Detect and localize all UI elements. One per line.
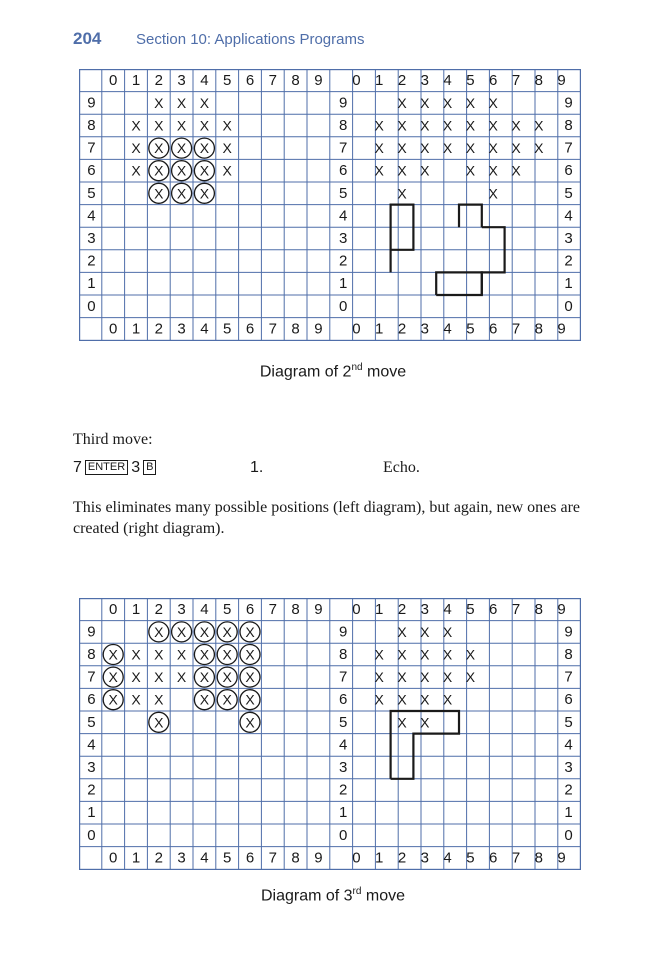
row-label-middle: 2	[339, 781, 348, 799]
circled-mark-x: X	[154, 140, 164, 157]
row-label-left: 5	[87, 184, 96, 202]
axis-label-bottom-right: 2	[397, 320, 407, 338]
result-note: Echo.	[383, 459, 420, 476]
ship-mark-x: X	[154, 94, 164, 111]
row-label-left: 3	[87, 759, 96, 776]
circled-mark-x: X	[222, 623, 232, 640]
axis-label-bottom-right: 6	[489, 849, 498, 867]
axis-label-top-left: 6	[245, 71, 255, 89]
ship-mark-x: X	[374, 140, 384, 157]
ship-mark-x: X	[442, 140, 453, 157]
axis-label-top-left: 8	[291, 600, 300, 618]
axis-label-top-left: 8	[291, 71, 300, 89]
row-label-right: 2	[564, 781, 573, 799]
axis-label-bottom-right: 3	[420, 320, 429, 338]
axis-label-top-left: 3	[177, 71, 186, 89]
row-label-right: 1	[564, 275, 573, 293]
row-label-middle: 7	[339, 668, 348, 686]
b-key: B	[143, 460, 156, 475]
axis-label-bottom-left: 1	[131, 320, 141, 338]
axis-label-bottom-left: 7	[268, 849, 277, 867]
page-header	[73, 29, 364, 51]
axis-label-top-right: 5	[466, 600, 475, 618]
axis-label-bottom-left: 4	[200, 849, 209, 867]
ship-mark-x: X	[131, 669, 141, 686]
ship-mark-x: X	[374, 162, 384, 179]
axis-label-top-right: 8	[534, 600, 543, 618]
circled-mark-x: X	[108, 691, 118, 708]
ship-mark-x: X	[397, 714, 407, 731]
ship-mark-x: X	[534, 117, 544, 134]
ship-mark-x: X	[176, 646, 187, 663]
row-label-middle: 6	[339, 162, 348, 180]
row-label-left: 1	[87, 804, 96, 822]
possible-position-outline	[391, 205, 414, 273]
ship-mark-x: X	[397, 117, 407, 134]
axis-label-top-right: 0	[352, 600, 361, 618]
circled-mark-x: X	[245, 623, 255, 640]
display-result: 1.	[250, 459, 264, 476]
axis-label-bottom-left: 2	[154, 849, 163, 867]
row-label-left: 8	[87, 646, 96, 663]
ship-mark-x: X	[465, 162, 476, 179]
ship-mark-x: X	[420, 117, 430, 134]
row-label-middle: 9	[339, 623, 348, 641]
circled-mark-x: X	[199, 691, 210, 708]
axis-label-bottom-left: 6	[245, 320, 255, 338]
row-label-right: 4	[564, 207, 573, 225]
ship-mark-x: X	[397, 691, 407, 708]
row-label-middle: 7	[339, 139, 348, 157]
row-label-left: 7	[87, 668, 96, 686]
row-label-middle: 4	[339, 207, 348, 225]
ship-mark-x: X	[154, 669, 164, 686]
axis-label-top-right: 3	[420, 600, 429, 618]
diagram-2-caption: Diagram of 2nd move	[259, 362, 407, 381]
circled-mark-x: X	[222, 669, 232, 686]
circled-mark-x: X	[245, 714, 255, 731]
axis-label-top-left: 0	[109, 71, 118, 89]
row-label-middle: 2	[339, 252, 348, 270]
ship-mark-x: X	[222, 162, 232, 179]
ship-mark-x: X	[154, 117, 164, 134]
ship-mark-x: X	[397, 94, 407, 111]
axis-label-bottom-right: 5	[466, 320, 475, 338]
circled-mark-x: X	[176, 140, 187, 157]
row-label-left: 7	[87, 139, 96, 157]
row-label-middle: 4	[339, 736, 348, 754]
axis-label-bottom-right: 8	[534, 320, 543, 338]
possible-position-outline	[436, 272, 482, 295]
page-number: 204	[73, 29, 102, 48]
ship-mark-x: X	[397, 646, 407, 663]
diagram-3rd-move	[79, 598, 581, 870]
ship-mark-x: X	[442, 623, 453, 640]
ship-mark-x: X	[222, 140, 232, 157]
axis-label-bottom-right: 4	[443, 849, 452, 867]
ship-mark-x: X	[131, 162, 141, 179]
axis-label-top-right: 9	[557, 600, 566, 618]
row-label-middle: 0	[339, 297, 348, 315]
circled-mark-x: X	[245, 669, 255, 686]
axis-label-top-left: 5	[223, 600, 232, 618]
axis-label-bottom-right: 5	[466, 849, 475, 867]
row-label-right: 6	[564, 691, 573, 709]
ship-mark-x: X	[511, 117, 521, 134]
circled-mark-x: X	[108, 646, 118, 663]
axis-label-top-right: 0	[352, 71, 361, 89]
row-label-left: 0	[87, 297, 96, 315]
ship-mark-x: X	[442, 691, 453, 708]
axis-label-bottom-right: 9	[557, 320, 566, 338]
axis-label-top-left: 2	[154, 600, 163, 618]
axis-label-bottom-left: 8	[291, 320, 300, 338]
circled-mark-x: X	[199, 623, 210, 640]
row-label-right: 8	[564, 646, 573, 663]
axis-label-top-left: 9	[314, 600, 323, 618]
row-label-right: 6	[564, 162, 573, 180]
axis-label-top-right: 2	[397, 71, 407, 89]
axis-label-top-right: 3	[420, 71, 429, 89]
axis-label-top-right: 1	[375, 71, 384, 89]
row-label-middle: 1	[339, 275, 348, 293]
axis-label-top-right: 6	[489, 600, 498, 618]
diagram-2nd-move	[79, 69, 581, 341]
ship-mark-x: X	[488, 94, 498, 111]
row-label-middle: 1	[339, 804, 348, 822]
keystroke-sequence: 7 ENTER 3 B	[73, 459, 159, 477]
circled-mark-x: X	[176, 162, 187, 179]
possible-position-outline	[482, 227, 505, 295]
axis-label-top-left: 5	[223, 71, 232, 89]
axis-label-bottom-right: 3	[420, 849, 429, 867]
row-label-right: 5	[564, 713, 573, 731]
ship-mark-x: X	[374, 669, 384, 686]
row-label-left: 0	[87, 826, 96, 844]
ship-mark-x: X	[442, 669, 453, 686]
row-label-middle: 8	[339, 117, 348, 134]
ship-mark-x: X	[222, 117, 232, 134]
axis-label-bottom-right: 6	[489, 320, 498, 338]
axis-label-bottom-right: 2	[397, 849, 407, 867]
axis-label-bottom-left: 1	[131, 849, 141, 867]
axis-label-top-right: 6	[489, 71, 498, 89]
axis-label-top-left: 6	[245, 600, 255, 618]
ship-mark-x: X	[199, 117, 210, 134]
row-label-right: 4	[564, 736, 573, 754]
ship-mark-x: X	[176, 94, 187, 111]
ship-mark-x: X	[420, 714, 430, 731]
ship-mark-x: X	[465, 94, 476, 111]
row-label-left: 3	[87, 230, 96, 247]
axis-label-top-right: 1	[375, 600, 384, 618]
ship-mark-x: X	[465, 669, 476, 686]
axis-label-top-left: 3	[177, 600, 186, 618]
explanation-paragraph: This eliminates many possible positions (left diagram), but again, new ones are created (right diagram).	[73, 499, 580, 537]
circled-mark-x: X	[176, 185, 187, 202]
ship-mark-x: X	[397, 623, 407, 640]
ship-mark-x: X	[420, 623, 430, 640]
row-label-left: 4	[87, 207, 96, 225]
ship-mark-x: X	[420, 94, 430, 111]
ship-mark-x: X	[397, 140, 407, 157]
row-label-left: 1	[87, 275, 96, 293]
axis-label-bottom-right: 0	[352, 849, 361, 867]
ship-mark-x: X	[199, 94, 210, 111]
row-label-right: 0	[564, 826, 573, 844]
row-label-right: 2	[564, 252, 573, 270]
axis-label-bottom-right: 4	[443, 320, 452, 338]
axis-label-bottom-left: 6	[245, 849, 255, 867]
circled-mark-x: X	[199, 162, 210, 179]
circled-mark-x: X	[176, 623, 187, 640]
ship-mark-x: X	[154, 691, 164, 708]
axis-label-top-left: 9	[314, 71, 323, 89]
axis-label-top-left: 0	[109, 600, 118, 618]
ship-mark-x: X	[397, 162, 407, 179]
axis-label-bottom-left: 0	[109, 320, 118, 338]
ship-mark-x: X	[511, 162, 521, 179]
ship-mark-x: X	[465, 646, 476, 663]
axis-label-top-right: 5	[466, 71, 475, 89]
ship-mark-x: X	[397, 669, 407, 686]
row-label-middle: 5	[339, 713, 348, 731]
axis-label-top-right: 2	[397, 600, 407, 618]
axis-label-top-right: 9	[557, 71, 566, 89]
axis-label-top-left: 2	[154, 71, 163, 89]
axis-label-bottom-left: 5	[223, 849, 232, 867]
row-label-left: 2	[87, 781, 96, 799]
axis-label-bottom-left: 4	[200, 320, 209, 338]
row-label-left: 9	[87, 94, 96, 112]
circled-mark-x: X	[199, 185, 210, 202]
row-label-middle: 5	[339, 184, 348, 202]
row-label-left: 9	[87, 623, 96, 641]
circled-mark-x: X	[154, 185, 164, 202]
axis-label-bottom-right: 9	[557, 849, 566, 867]
ship-mark-x: X	[420, 140, 430, 157]
circled-mark-x: X	[245, 691, 255, 708]
axis-label-top-left: 1	[131, 600, 141, 618]
ship-mark-x: X	[442, 117, 453, 134]
ship-mark-x: X	[131, 117, 141, 134]
axis-label-bottom-right: 7	[511, 849, 521, 867]
axis-label-top-left: 7	[268, 600, 277, 618]
ship-mark-x: X	[488, 117, 498, 134]
circled-mark-x: X	[222, 691, 232, 708]
row-label-right: 7	[564, 668, 573, 686]
row-label-right: 3	[564, 759, 573, 776]
ship-mark-x: X	[488, 185, 498, 202]
ship-mark-x: X	[465, 117, 476, 134]
axis-label-bottom-left: 2	[154, 320, 163, 338]
ship-mark-x: X	[420, 162, 430, 179]
axis-label-bottom-right: 0	[352, 320, 361, 338]
ship-mark-x: X	[154, 646, 164, 663]
circled-mark-x: X	[108, 669, 118, 686]
axis-label-top-left: 4	[200, 71, 209, 89]
keystroke-line	[73, 459, 593, 481]
ship-mark-x: X	[488, 162, 498, 179]
row-label-left: 5	[87, 713, 96, 731]
ship-mark-x: X	[176, 117, 187, 134]
ship-mark-x: X	[534, 140, 544, 157]
row-label-left: 4	[87, 736, 96, 754]
circled-mark-x: X	[199, 140, 210, 157]
circled-mark-x: X	[154, 162, 164, 179]
axis-label-bottom-left: 8	[291, 849, 300, 867]
row-label-right: 0	[564, 297, 573, 315]
ship-mark-x: X	[176, 669, 187, 686]
axis-label-top-right: 7	[511, 600, 521, 618]
row-label-right: 1	[564, 804, 573, 822]
ship-mark-x: X	[131, 646, 141, 663]
row-label-right: 5	[564, 184, 573, 202]
row-label-right: 7	[564, 139, 573, 157]
axis-label-top-right: 4	[443, 600, 452, 618]
circled-mark-x: X	[245, 646, 255, 663]
axis-label-top-right: 7	[511, 71, 521, 89]
row-label-middle: 8	[339, 646, 348, 663]
ship-mark-x: X	[442, 646, 453, 663]
row-label-middle: 6	[339, 691, 348, 709]
axis-label-bottom-left: 5	[223, 320, 232, 338]
row-label-left: 6	[87, 691, 96, 709]
axis-label-bottom-left: 7	[268, 320, 277, 338]
ship-mark-x: X	[511, 140, 521, 157]
row-label-right: 9	[564, 94, 573, 112]
circled-mark-x: X	[222, 646, 232, 663]
row-label-left: 8	[87, 117, 96, 134]
enter-key: ENTER	[85, 460, 128, 475]
section-title: Section 10: Applications Programs	[136, 31, 365, 48]
diagram-3-caption: Diagram of 3rd move	[260, 886, 406, 905]
axis-label-bottom-left: 3	[177, 320, 186, 338]
ship-mark-x: X	[131, 691, 141, 708]
axis-label-bottom-right: 1	[375, 849, 384, 867]
ship-mark-x: X	[420, 646, 430, 663]
axis-label-top-right: 8	[534, 71, 543, 89]
circled-mark-x: X	[154, 623, 164, 640]
ship-mark-x: X	[488, 140, 498, 157]
row-label-middle: 0	[339, 826, 348, 844]
axis-label-top-left: 4	[200, 600, 209, 618]
axis-label-bottom-left: 0	[109, 849, 118, 867]
ship-mark-x: X	[465, 140, 476, 157]
axis-label-bottom-left: 9	[314, 849, 323, 867]
axis-label-bottom-left: 9	[314, 320, 323, 338]
ship-mark-x: X	[374, 117, 384, 134]
circled-mark-x: X	[154, 714, 164, 731]
row-label-middle: 3	[339, 759, 348, 776]
row-label-right: 9	[564, 623, 573, 641]
axis-label-top-right: 4	[443, 71, 452, 89]
ship-mark-x: X	[374, 646, 384, 663]
row-label-right: 3	[564, 230, 573, 247]
row-label-middle: 3	[339, 230, 348, 247]
circled-mark-x: X	[199, 646, 210, 663]
ship-mark-x: X	[420, 691, 430, 708]
row-label-left: 6	[87, 162, 96, 180]
ship-mark-x: X	[420, 669, 430, 686]
row-label-right: 8	[564, 117, 573, 134]
third-move-title: Third move:	[73, 431, 153, 448]
ship-mark-x: X	[374, 691, 384, 708]
possible-position-outline	[459, 205, 482, 228]
axis-label-bottom-right: 8	[534, 849, 543, 867]
axis-label-bottom-right: 7	[511, 320, 521, 338]
ship-mark-x: X	[397, 185, 407, 202]
axis-label-top-left: 1	[131, 71, 141, 89]
row-label-middle: 9	[339, 94, 348, 112]
axis-label-bottom-left: 3	[177, 849, 186, 867]
row-label-left: 2	[87, 252, 96, 270]
ship-mark-x: X	[131, 140, 141, 157]
ship-mark-x: X	[442, 94, 453, 111]
axis-label-bottom-right: 1	[375, 320, 384, 338]
circled-mark-x: X	[199, 669, 210, 686]
axis-label-top-left: 7	[268, 71, 277, 89]
